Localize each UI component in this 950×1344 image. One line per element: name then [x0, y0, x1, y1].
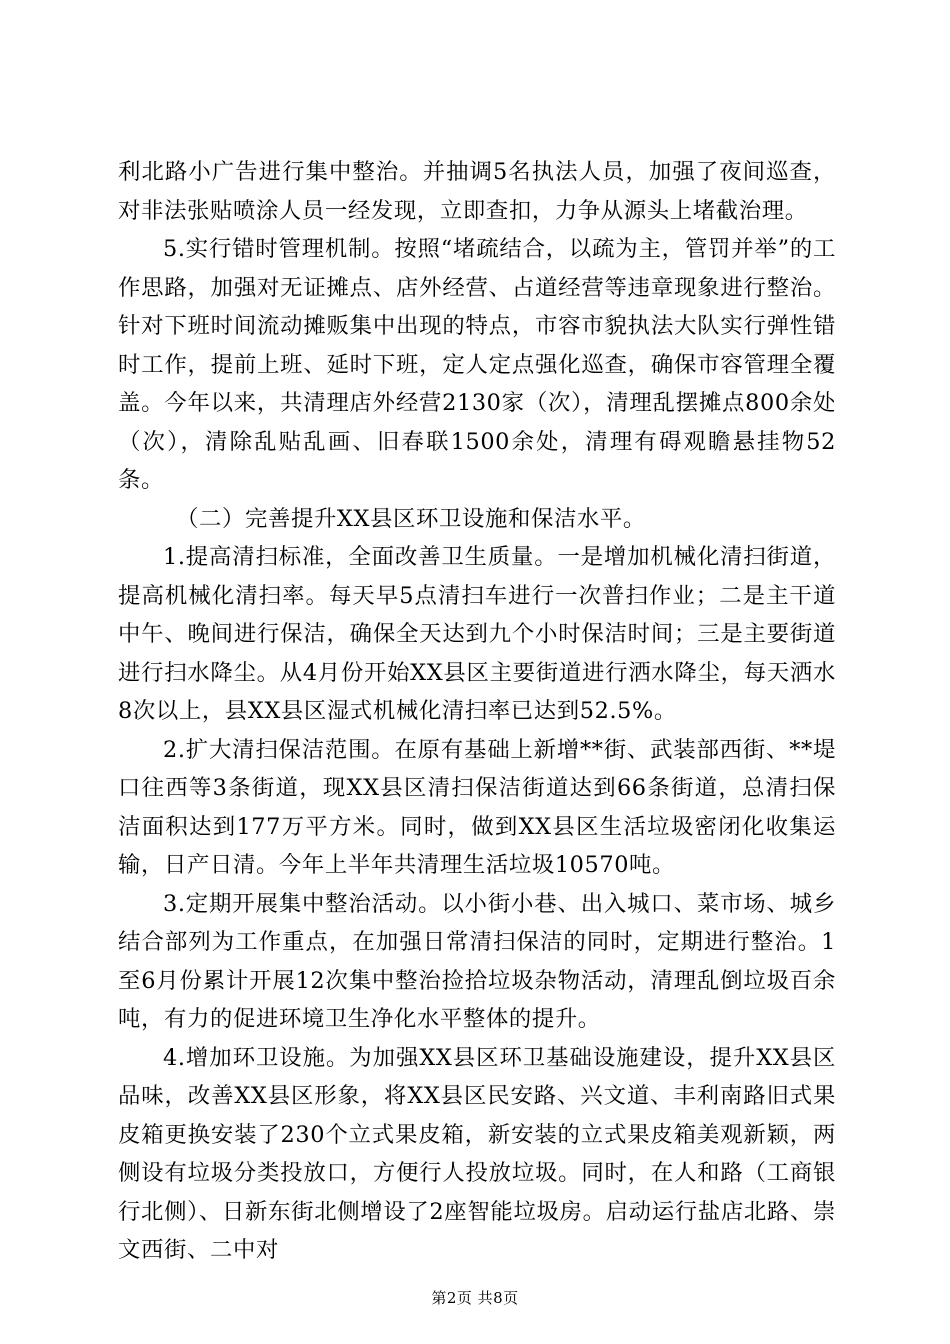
section-heading-2: （二）完善提升XX县区环卫设施和保洁水平。 — [176, 505, 646, 532]
paragraph-sub-1: 1.提高清扫标准，全面改善卫生质量。一是增加机械化清扫街道，提高机械化清扫率。每天早5点清扫车进行一次普扫作业；二是主干道中午、晚间进行保洁，确保全天达到九个小时保洁时间；三是主要街道进行扫水降尘。从4月份开始XX县区主要街道进行洒水降尘，每天洒水8次以上，县XX县区湿式机械化清扫率已达到52.5%。 — [118, 544, 836, 724]
paragraph-item-5: 5.实行错时管理机制。按照“堵疏结合，以疏为主，管罚并举”的工作思路，加强对无证摊点、店外经营、占道经营等违章现象进行整治。针对下班时间流动摊贩集中出现的特点，市容市貌执法大队实行弹性错时工作，提前上班、延时下班，定人定点强化巡查，确保市容管理全覆盖。今年以来，共清理店外经营2130家（次），清理乱摆摊点800余处（次），清除乱贴乱画、旧春联1500余处，清理有碍观瞻悬挂物52条。 — [118, 236, 836, 493]
paragraph-sub-4: 4.增加环卫设施。为加强XX县区环卫基础设施建设，提升XX县区品味，改善XX县区形象，将XX县区民安路、兴文道、丰利南路旧式果皮箱更换安装了230个立式果皮箱，新安装的立式果皮箱美观新颖，两侧设有垃圾分类投放口，方便行人投放垃圾。同时，在人和路（工商银行北侧）、日新东街北侧增设了2座智能垃圾房。启动运行盐店北路、崇文西街、二中对 — [118, 1044, 836, 1263]
paragraph-continuation: 利北路小广告进行集中整治。并抽调5名执法人员，加强了夜间巡查，对非法张贴喷涂人员一经发现，立即查扣，力争从源头上堵截治理。 — [118, 159, 836, 224]
paragraph-sub-2: 2.扩大清扫保洁范围。在原有基础上新增**街、武装部西街、**堤口往西等3条街道，现XX县区清扫保洁街道达到66条街道，总清扫保洁面积达到177万平方米。同时，做到XX县区生活垃圾密闭化收集运输，日产日清。今年上半年共清理生活垃圾10570吨。 — [118, 736, 836, 878]
page-number-footer: 第2页 共8页 — [431, 1289, 519, 1307]
paragraph-sub-3: 3.定期开展集中整治活动。以小街小巷、出入城口、菜市场、城乡结合部列为工作重点，在加强日常清扫保洁的同时，定期进行整治。1至6月份累计开展12次集中整治捡拾垃圾杂物活动，清理乱倒垃圾百余吨，有力的促进环境卫生净化水平整体的提升。 — [118, 890, 836, 1032]
document-body — [118, 153, 836, 1270]
